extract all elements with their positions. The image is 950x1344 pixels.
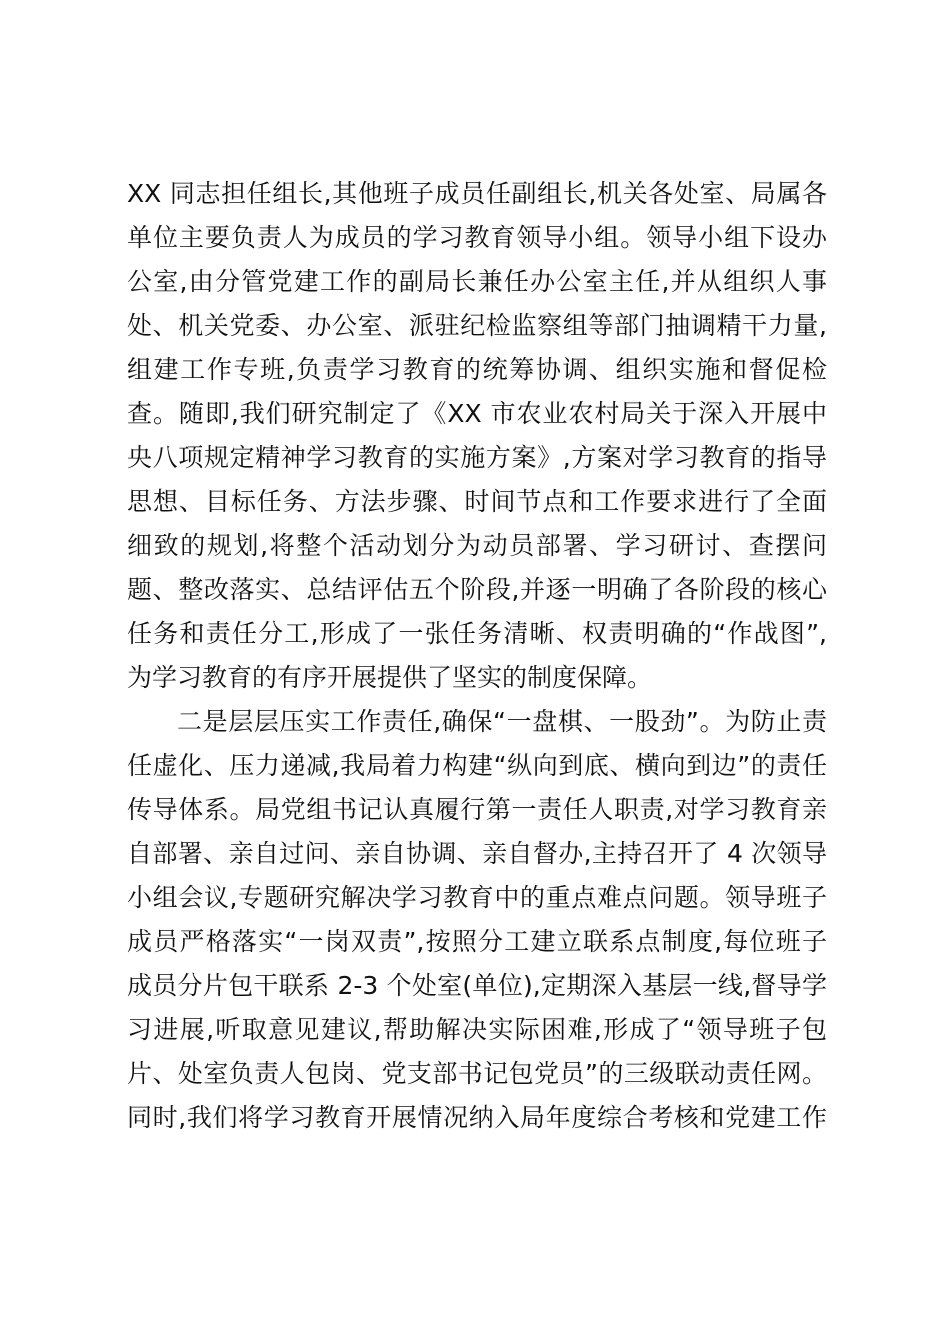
- text-line: 单位主要负责人为成员的学习教育领导小组。领导小组下设办: [127, 223, 827, 252]
- text-line: 成员严格落实“一岗双责”,按照分工建立联系点制度,每位班子: [127, 927, 827, 956]
- document-body: [127, 172, 827, 1140]
- text-line: 传导体系。局党组书记认真履行第一责任人职责,对学习教育亲: [127, 795, 827, 824]
- text-line: 成员分片包干联系 2-3 个处室(单位),定期深入基层一线,督导学: [127, 971, 827, 1000]
- text-line: 自部署、亲自过问、亲自协调、亲自督办,主持召开了 4 次领导: [127, 839, 827, 868]
- text-line: 任务和责任分工,形成了一张任务清晰、权责明确的“作战图”,: [127, 619, 827, 648]
- text-line: 细致的规划,将整个活动划分为动员部署、学习研讨、查摆问: [127, 531, 827, 560]
- text-line: 公室,由分管党建工作的副局长兼任办公室主任,并从组织人事: [127, 267, 827, 296]
- text-line: 同时,我们将学习教育开展情况纳入局年度综合考核和党建工作: [127, 1103, 827, 1132]
- paragraph-1: [127, 172, 827, 700]
- text-line: 题、整改落实、总结评估五个阶段,并逐一明确了各阶段的核心: [127, 575, 827, 604]
- text-line: 习进展,听取意见建议,帮助解决实际困难,形成了“领导班子包: [127, 1015, 827, 1044]
- text-line: 任虚化、压力递减,我局着力构建“纵向到底、横向到边”的责任: [127, 751, 827, 780]
- text-line: 组建工作专班,负责学习教育的统筹协调、组织实施和督促检: [127, 355, 827, 384]
- text-line: 片、处室负责人包岗、党支部书记包党员”的三级联动责任网。: [127, 1059, 827, 1088]
- text-line: 思想、目标任务、方法步骤、时间节点和工作要求进行了全面: [127, 487, 827, 516]
- text-line: 小组会议,专题研究解决学习教育中的重点难点问题。领导班子: [127, 883, 827, 912]
- text-line: 查。随即,我们研究制定了《XX 市农业农村局关于深入开展中: [127, 399, 827, 428]
- text-line: 二是层层压实工作责任,确保“一盘棋、一股劲”。为防止责: [177, 707, 827, 736]
- text-line: 处、机关党委、办公室、派驻纪检监察组等部门抽调精干力量,: [127, 311, 827, 340]
- text-line: 央八项规定精神学习教育的实施方案》,方案对学习教育的指导: [127, 443, 827, 472]
- text-line: XX 同志担任组长,其他班子成员任副组长,机关各处室、局属各: [127, 179, 827, 208]
- paragraph-2: [127, 700, 827, 1140]
- text-line: 为学习教育的有序开展提供了坚实的制度保障。: [127, 663, 653, 692]
